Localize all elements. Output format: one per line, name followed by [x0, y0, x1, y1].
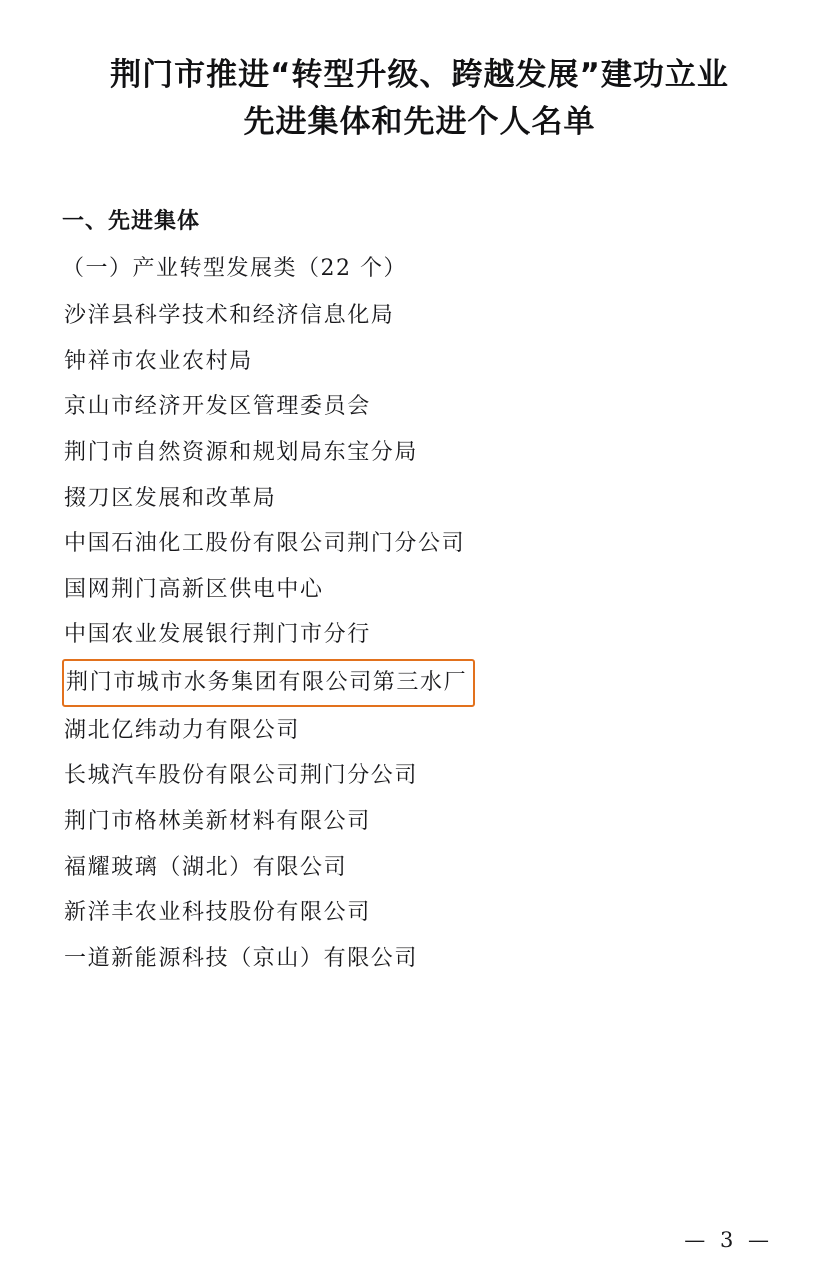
- list-item: [62, 567, 777, 613]
- entry-text: 一道新能源科技（京山）有限公司: [64, 945, 419, 971]
- list-item: [62, 339, 777, 385]
- entry-text: 福耀玻璃（湖北）有限公司: [64, 854, 348, 880]
- section-heading: 一、先进集体: [62, 209, 201, 235]
- subsection-heading: （一）产业转型发展类（22 个）: [62, 256, 407, 282]
- list-item: [62, 293, 777, 339]
- list-item: [62, 708, 777, 754]
- list-item: [62, 612, 777, 658]
- list-item-highlighted: [62, 658, 777, 708]
- collective-entry-list: [62, 293, 777, 981]
- entry-text: 钟祥市农业农村局: [64, 348, 253, 374]
- list-item: [62, 384, 777, 430]
- entry-text: 荆门市格林美新材料有限公司: [64, 808, 371, 834]
- title-line-1: 荆门市推进“转型升级、跨越发展”建功立业: [110, 57, 729, 93]
- list-item: [62, 890, 777, 936]
- list-item: [62, 753, 777, 799]
- entry-text: 掇刀区发展和改革局: [64, 485, 277, 511]
- entry-text: 新洋丰农业科技股份有限公司: [64, 900, 371, 926]
- entry-text: 国网荆门高新区供电中心: [64, 576, 324, 602]
- list-item: [62, 476, 777, 522]
- entry-text: 长城汽车股份有限公司荆门分公司: [64, 763, 419, 789]
- list-item: [62, 936, 777, 982]
- entry-text: 湖北亿纬动力有限公司: [64, 717, 301, 743]
- entry-text: 中国农业发展银行荆门市分行: [64, 622, 371, 648]
- entry-text: 京山市经济开发区管理委员会: [64, 394, 371, 420]
- entry-text: 中国石油化工股份有限公司荆门分公司: [64, 531, 466, 557]
- entry-text: 沙洋县科学技术和经济信息化局: [64, 303, 395, 329]
- highlighted-entry-text: 荆门市城市水务集团有限公司第三水厂: [62, 659, 475, 707]
- list-item: [62, 799, 777, 845]
- document-title: [0, 0, 839, 146]
- list-item: [62, 845, 777, 891]
- page-number: — 3 —: [684, 1228, 773, 1252]
- list-item: [62, 430, 777, 476]
- entry-text: 荆门市自然资源和规划局东宝分局: [64, 439, 419, 465]
- title-line-2: 先进集体和先进个人名单: [243, 104, 596, 141]
- document-body: [0, 204, 839, 981]
- list-item: [62, 521, 777, 567]
